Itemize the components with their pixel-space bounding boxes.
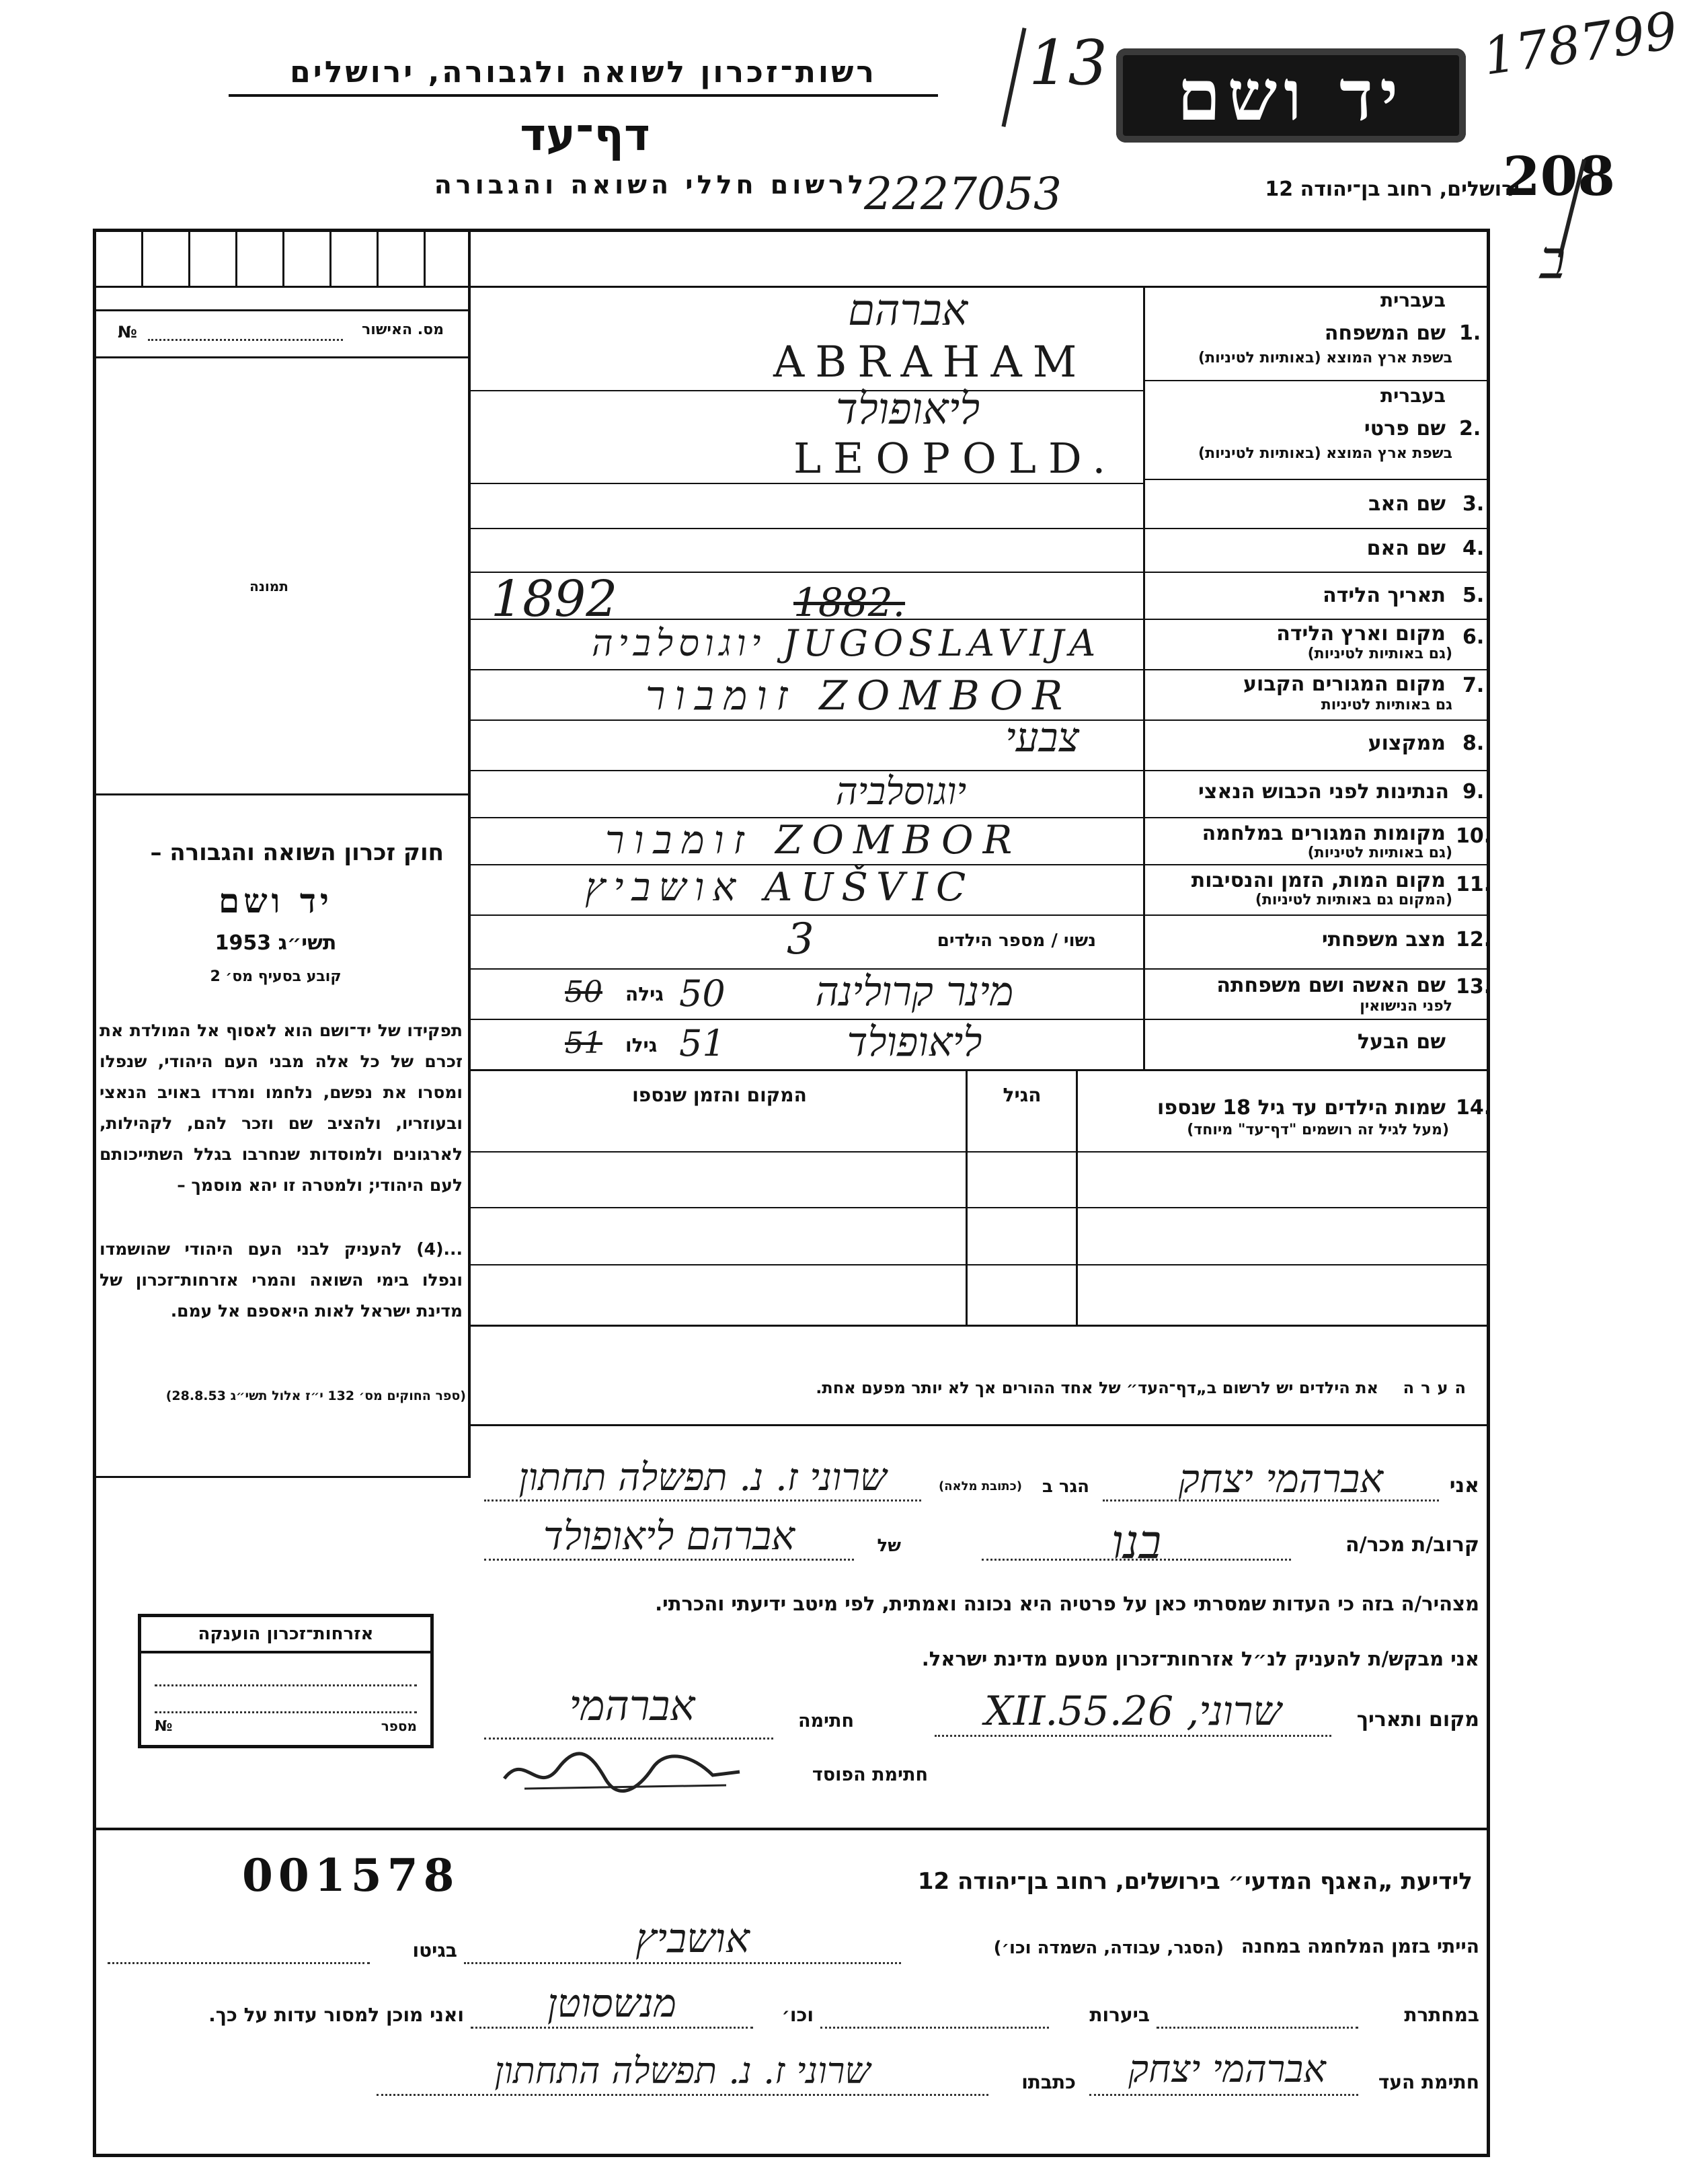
decl-place-date-value: שרוני, 26.XII.55 [984, 1688, 1282, 1735]
approval-no: № [118, 323, 137, 342]
field-husband-age-struck: 51 [565, 1026, 602, 1060]
note-bottom [471, 1424, 1490, 1426]
law-year: תשי״ג 1953 [214, 931, 337, 955]
left-panel-bottom [93, 1476, 471, 1478]
photo-label: תמונה [249, 578, 288, 594]
address-line [377, 2094, 988, 2096]
field-13-number: 13. [1456, 975, 1492, 999]
label-col-divider [1143, 286, 1145, 1069]
etc-line [471, 2027, 753, 2029]
field-2-value-hebrew: ליאופולד [835, 385, 980, 434]
children-label: שמות הילדים עד גיל 18 שנספו [1157, 1096, 1446, 1120]
officer-signature-scribble [498, 1748, 753, 1795]
decl-lives-sub: (כתובת מלאה) [938, 1479, 1022, 1493]
field-1-lang: בעברית [1380, 289, 1446, 311]
decl-of-line [484, 1559, 854, 1561]
note-label: הערה [1403, 1378, 1473, 1397]
children-sub: (מעל לגיל זה רושמים "דף־עד" מיוחד) [1187, 1122, 1449, 1138]
decl-place-date-label: מקום ותאריך [1356, 1708, 1479, 1731]
children-col-1 [1076, 1069, 1078, 1325]
decl-signature-value: אברהמי [569, 1681, 695, 1730]
approval-label: מס. האישור [362, 321, 444, 338]
decl-signature-label: חתימה [797, 1711, 854, 1731]
field-12-label: מצב משפחתי [1321, 928, 1446, 951]
camp-line [464, 1962, 901, 1964]
citizenship-box-no: № [155, 1718, 173, 1735]
field-husband-label: שם הבעל [1357, 1030, 1446, 1054]
field-husband-age: 51 [679, 1022, 726, 1064]
logo-text: יד ושם [1177, 54, 1405, 136]
field-11-sub: (המקום גם באותיות לטיניות) [1255, 892, 1452, 908]
hiding-line [1157, 2027, 1358, 2029]
note-text: את הילדים יש לרשום ב„דף־העד״ של אחד ההורים אך לא יותר מפעם אחת. [816, 1378, 1378, 1397]
field-7-label: מקום המגורים הקבוע [1243, 672, 1446, 696]
law-section: קובע בסעיף מס׳ 2 [210, 968, 342, 985]
bottom-band-line [93, 1828, 1490, 1830]
decl-place-date-line [935, 1735, 1331, 1737]
citizenship-box-title: אזרחות־זכרון הוענקה [141, 1617, 430, 1653]
field-11-number: 11. [1456, 873, 1492, 896]
children-col-age: הגיל [1003, 1084, 1042, 1106]
children-col-2 [966, 1069, 968, 1325]
field-11-label: מקום המות, הזמן והנסיבות [1191, 869, 1446, 892]
photo-box-bottom [93, 793, 468, 795]
header-address: ירושלים, רחוב בן־יהודה 12 [1265, 178, 1520, 201]
field-13-age: 50 [679, 972, 726, 1015]
decl-relative-label: קרוב/ת מכר/ה [1345, 1533, 1479, 1557]
law-text-1: תפקידו של יד־ושם הוא לאסוף אל המולדת את זכרם של כל אלה מבני העם היהודי, שנפלו ומסרו את נפשם, נלחמו ומרדו באויב הנאצי ובעוזריו, ולהציב שם וזכר להם, לקהילות, לארגונים ולמוסדות שנחרבו בגלל השתייכותם לעם היהודי; ולמטרה זו יהא מוסמך – [100, 1021, 463, 1195]
hiding-label: במחתרת [1404, 2004, 1479, 2026]
witness-line [1089, 2094, 1358, 2096]
witness-value: אברהמי יצחק [1128, 2048, 1326, 2091]
citizenship-box-number-label: מספר [381, 1718, 417, 1734]
field-6-sub: (גם באותיות לטיניות) [1307, 646, 1452, 662]
form-number: 2227053 [864, 168, 1062, 220]
children-row-line-1 [471, 1207, 1490, 1208]
children-row-line-3 [471, 1325, 1490, 1327]
decl-statement: מצהיר/ה בזה כי העדות שמסרתי כאן על פרטיה היא נכונה ואמתית, לפי מיטב ידיעתי והכרתי. [655, 1592, 1479, 1615]
field-12-inline: נשוי / מספר הילדים [937, 931, 1096, 951]
field-husband-value: ליאופולד [847, 1019, 982, 1066]
decl-address-value: שרוני ז. נ. תפשלה תחתון [518, 1456, 887, 1499]
field-10-label: מקומות המגורים במלחמה [1202, 822, 1446, 845]
field-13-value: מינר קרולינה [815, 968, 1014, 1015]
field-11-value: אושביץ AUŠVIC [585, 864, 974, 910]
law-title: חוק זכרון השואה והגבורה – [150, 839, 444, 866]
field-6-label: מקום וארץ הלידה [1276, 622, 1446, 646]
camp-value: אושביץ [635, 1915, 750, 1962]
field-husband-age-label: גילו [625, 1034, 658, 1056]
field-7-sub: גם באותיות לטיניות [1321, 697, 1452, 713]
field-6-number: 6. [1462, 625, 1485, 649]
yad-vashem-logo [1116, 48, 1466, 143]
witness-label: חתימת העד [1378, 2071, 1479, 2093]
decl-request: אני מבקש/ת להעניק לנ״ל אזרחות־זכרון מטעם מדינת ישראל. [921, 1647, 1479, 1670]
field-1-number: 1. [1459, 321, 1481, 345]
ready-label: ואני מוכן למסור עדות על כך. [208, 2004, 464, 2026]
field-3-number: 3. [1462, 492, 1485, 516]
field-4-label: שם האם [1366, 537, 1446, 560]
field-5-value-struck: 1882. [793, 580, 906, 625]
field-7-number: 7. [1462, 674, 1485, 697]
field-12-number: 12. [1456, 928, 1492, 951]
field-12-value: 3 [787, 914, 814, 964]
field-10-number: 10. [1456, 824, 1492, 848]
scribble-signature-icon [498, 1748, 753, 1795]
field-10-sub: (גם באותיות לטיניות) [1307, 845, 1452, 861]
decl-name-value: אברהמי יצחק [1178, 1456, 1384, 1502]
corner-number-mid: 208 [1503, 145, 1615, 208]
fraction-slash [1001, 28, 1026, 127]
law-name: יד ושם [219, 881, 333, 921]
field-5-number: 5. [1462, 584, 1485, 607]
field-2-sub: בשפת ארץ המוצא (באותיות לטיניות) [1198, 445, 1452, 462]
field-13-sub: לפני הנישואין [1360, 998, 1452, 1015]
field-2-lang: בעברית [1380, 385, 1446, 407]
decl-address-line [484, 1499, 921, 1502]
page-title: דף־עד [520, 109, 650, 161]
children-number: 14. [1456, 1096, 1492, 1120]
address-label: כתבתו [1021, 2071, 1076, 2093]
org-name: רשות־זכרון לשואה ולגבורה, ירושלים [290, 55, 877, 89]
forests-line [820, 2027, 1049, 2029]
field-6-value: יוגוסלביה JUGOSLAVIJA [592, 622, 1101, 664]
photo-box-upper [93, 356, 468, 358]
forests-label: ביערות [1089, 2004, 1150, 2026]
left-panel-divider [468, 229, 471, 1476]
field-10-value: זומבור ZOMBOR [605, 817, 1022, 863]
field-8-number: 8. [1462, 732, 1485, 755]
field-2-number: 2. [1459, 417, 1481, 440]
children-col-place: המקום והזמן שנספו [632, 1084, 807, 1106]
field-13-age-label: גילה [625, 983, 664, 1005]
decl-lives-label: הגר ב [1042, 1477, 1089, 1497]
law-text-2: ...(4) להעניק לבני העם היהודי שהושמדו ונפלו בימי השואה והמרי אזרחות־זכרון של מדינת ישראל לאות היאספם אל עמם. [100, 1239, 463, 1321]
page-subtitle: לרשום חללי השואה והגבורה [434, 170, 867, 200]
top-stub-bottom [93, 286, 468, 288]
field-5-value: 1892 [491, 570, 618, 628]
decl-ani-label: אני [1449, 1474, 1479, 1497]
field-1-value-hebrew: אברהם [847, 286, 968, 336]
field-13-label: שם האשה ושם משפחתה [1216, 974, 1446, 997]
decl-signature-line [484, 1738, 773, 1740]
photo-box-top [93, 309, 468, 311]
field-2-label: שם פרטי [1364, 417, 1446, 440]
field-5-label: תאריך הלידה [1323, 584, 1446, 607]
field-3-label: שם האב [1368, 492, 1446, 516]
decl-of-value: אברהם ליאופולד [543, 1513, 795, 1559]
dept-line: לידיעת „האגף המדעי״ בירושלים, רחוב בן־יהודה 12 [917, 1868, 1473, 1895]
corner-number-top: 178799 [1479, 0, 1681, 87]
was-label: הייתי בזמן המלחמה במחנה [1241, 1935, 1479, 1957]
field-8-value: צבעי [1005, 714, 1080, 761]
fraction-numerator: 13 [1029, 27, 1108, 99]
field-9-label: הנתינות לפני הכבוש הנאצי [1198, 780, 1449, 804]
etc-label: וכו׳ [781, 2004, 814, 2026]
top-stub-cells [94, 232, 468, 286]
corner-fraction-denominator: ב [1540, 229, 1566, 291]
decl-relation-value: בנו [1111, 1514, 1162, 1569]
field-7-value: זומבור ZOMBOR [646, 672, 1072, 719]
field-2-value-latin: LEOPOLD. [793, 434, 1118, 483]
witness-address-value: שרוני ז. נ. תפשלה התחתון [494, 2050, 871, 2092]
field-9-number: 9. [1462, 780, 1485, 804]
field-1-sub: בשפת ארץ המוצא (באותיות לטיניות) [1198, 350, 1452, 366]
field-13-age-struck: 50 [565, 975, 602, 1009]
ghetto-line [108, 1962, 370, 1964]
citizenship-box [138, 1614, 434, 1748]
children-row-line-2 [471, 1264, 1490, 1265]
approval-field [148, 339, 343, 341]
field-9-value: יוגוסלביה [835, 770, 967, 814]
children-header-line [471, 1151, 1490, 1153]
field-1-label: שם המשפחה [1324, 321, 1446, 345]
field-1-value-latin: ABRAHAM [773, 338, 1088, 387]
field-4-number: 4. [1462, 537, 1485, 560]
serial-number: 001578 [242, 1849, 460, 1902]
decl-officer-label: חתימת הפוסד [812, 1764, 928, 1785]
etc-value: מנשסוטן [547, 1980, 676, 2026]
org-underline [229, 94, 938, 97]
was-sub: (הסגר, עבודה, השמדה וכו׳) [993, 1938, 1224, 1958]
field-8-label: ממקצוע [1368, 732, 1446, 755]
decl-of-label: של [877, 1536, 901, 1556]
ghetto-label: בגיטו [412, 1939, 457, 1961]
law-reference: (ספר החוקים מס׳ 132 י״ז אלול תשי״ג 28.8.53) [165, 1389, 466, 1403]
